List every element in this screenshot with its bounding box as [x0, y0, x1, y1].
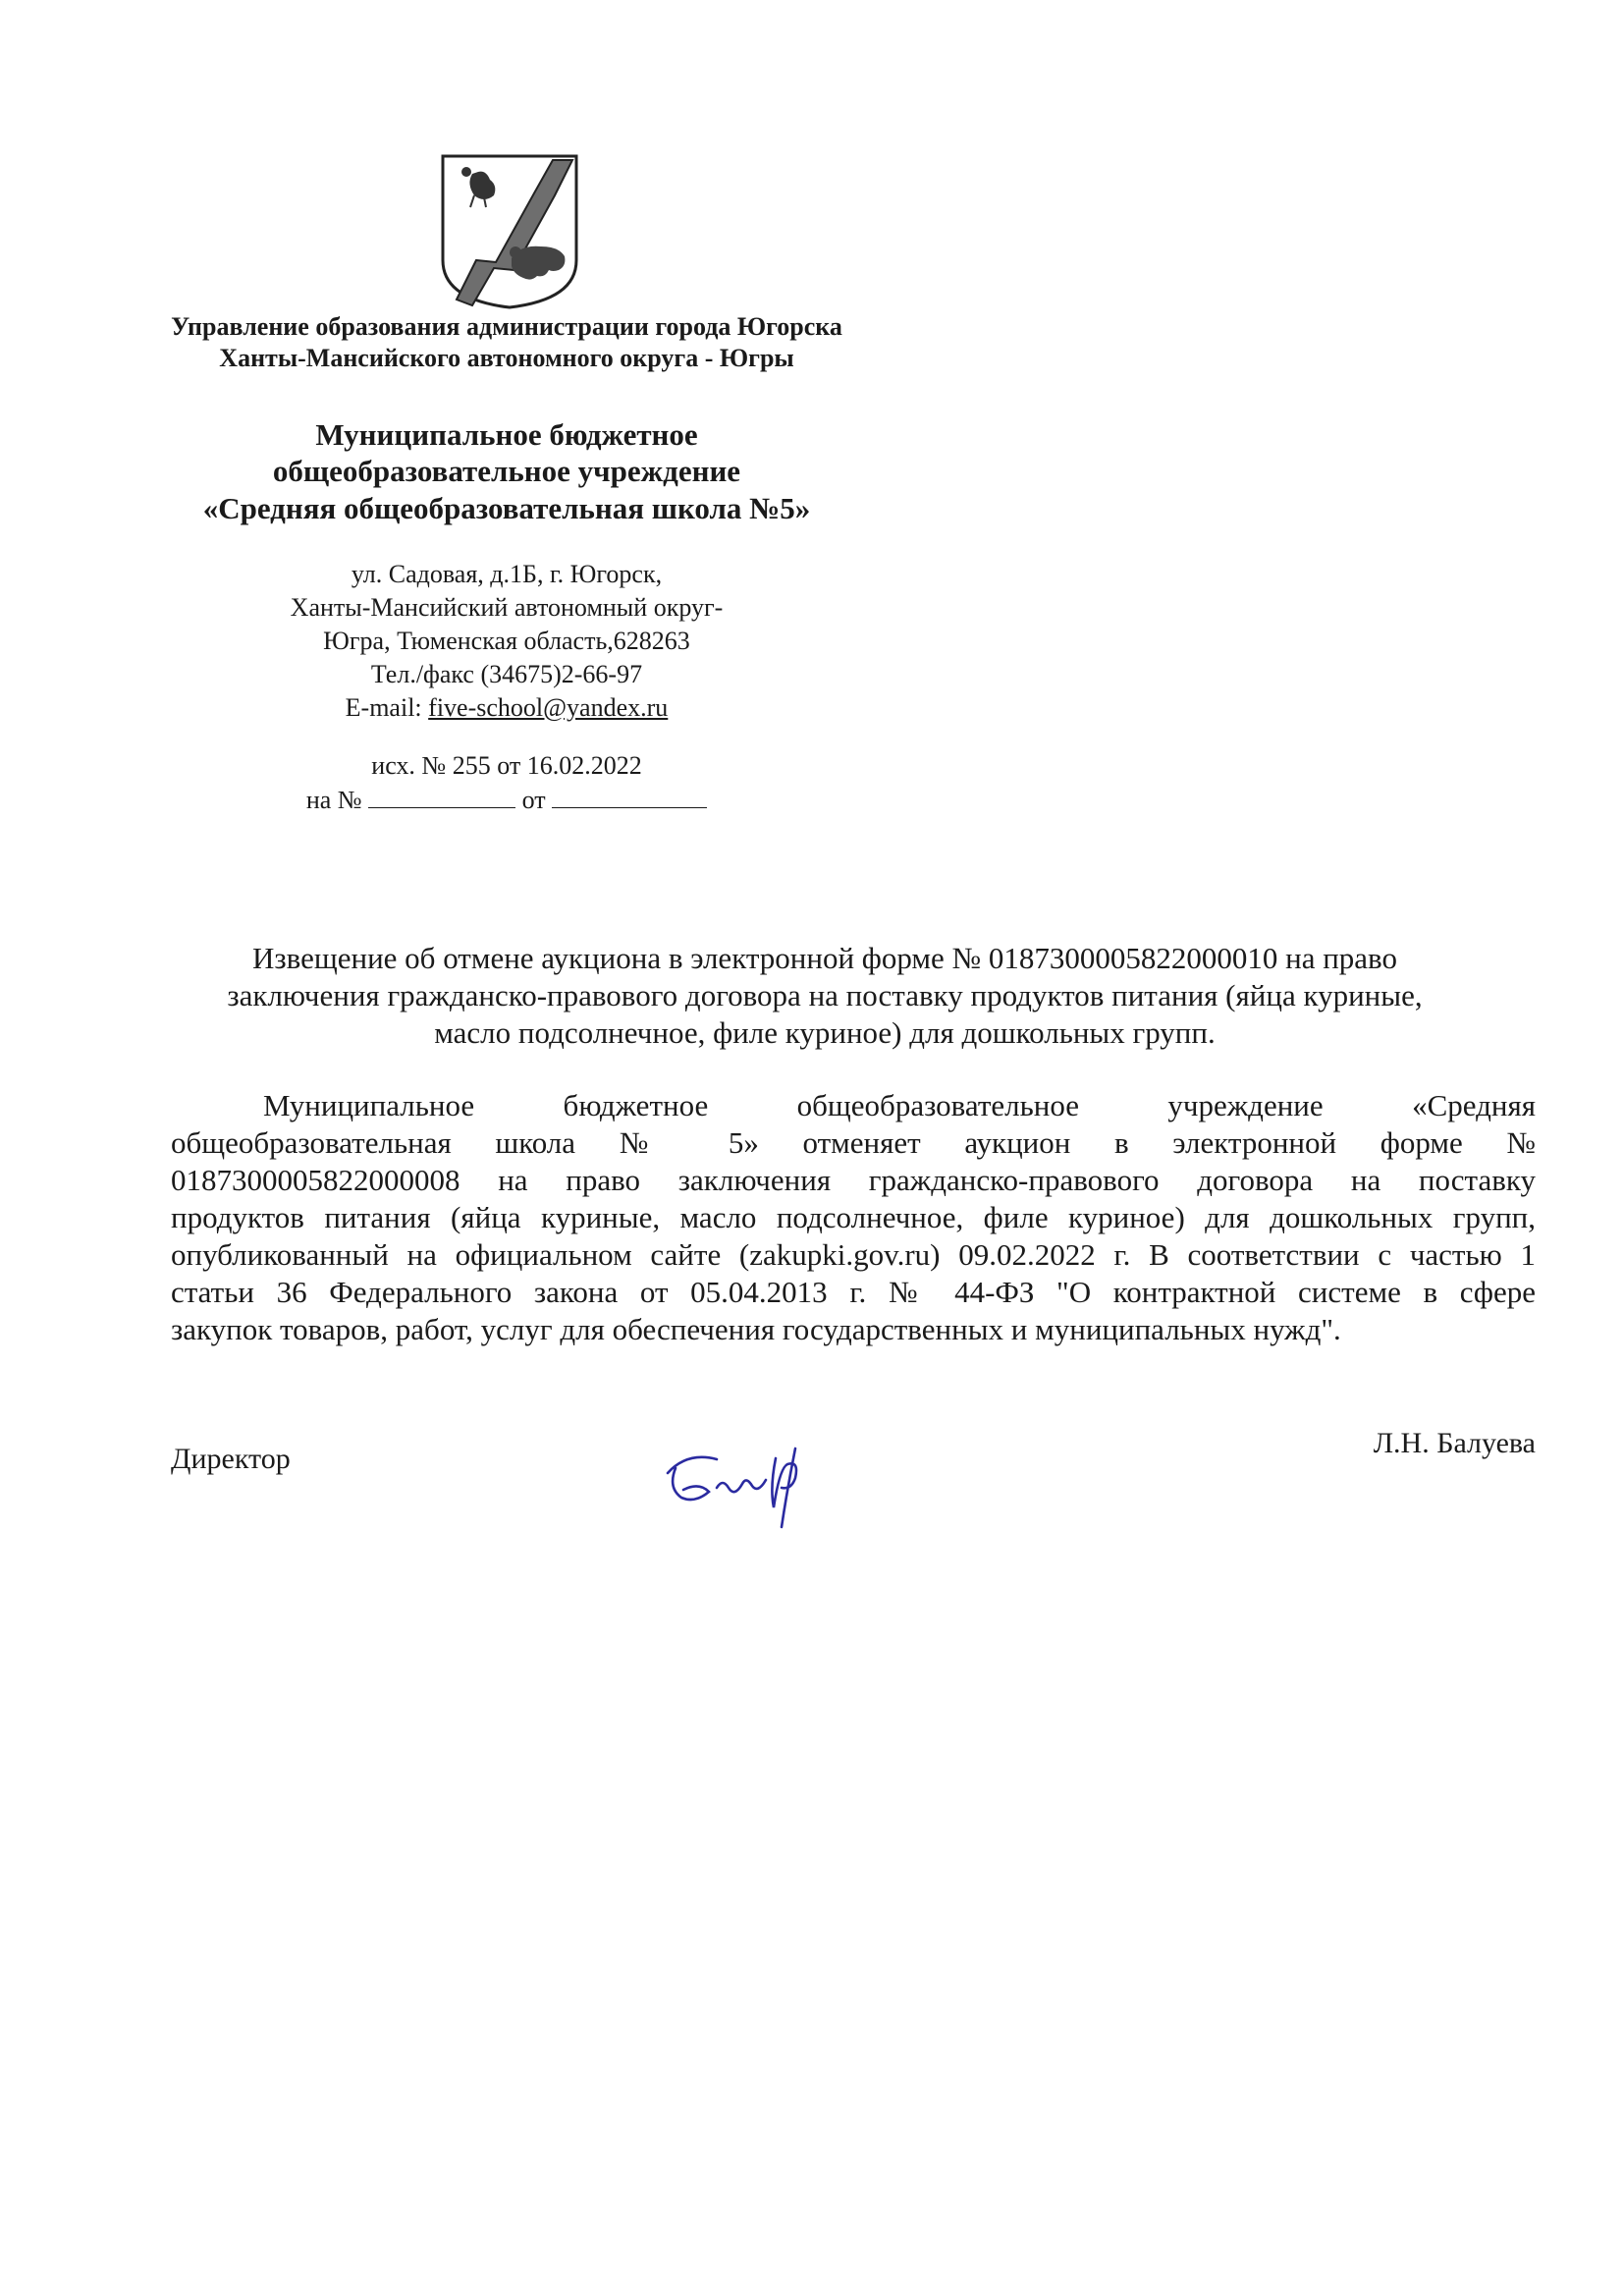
reply-number-blank	[368, 786, 515, 808]
authority-line-2: Ханты-Мансийского автономного округа - Югры	[219, 344, 794, 372]
school-name-line-2: общеобразовательное учреждение	[272, 454, 741, 488]
body-line-7: закупок товаров, работ, услуг для обеспечения государственных и муниципальных нужд".	[171, 1312, 1341, 1346]
body-line-6: статьи 36 Федерального закона от 05.04.2013 г. № 44-ФЗ "О контрактной системе в сфере	[171, 1275, 1536, 1309]
phone-fax-line: Тел./факс (34675)2-66-97	[370, 660, 643, 688]
email-line	[39, 693, 974, 723]
handwritten-signature	[658, 1429, 835, 1537]
reply-date-blank	[552, 786, 707, 808]
reply-from-label: от	[521, 786, 546, 814]
outgoing-reference: исх. № 255 от 16.02.2022	[371, 751, 642, 780]
address-line-1: ул. Садовая, д.1Б, г. Югорск,	[351, 560, 663, 588]
address-line-2: Ханты-Мансийский автономный округ-	[290, 593, 724, 622]
signatory-role: Директор	[171, 1443, 291, 1475]
email-link[interactable]: five-school@yandex.ru	[428, 693, 669, 722]
authority-line-1: Управление образования администрации города Югорска	[171, 312, 842, 341]
reply-to-prefix: на №	[305, 786, 362, 814]
body-line-2: общеобразовательная школа № 5» отменяет аукцион в электронной форме №	[171, 1125, 1536, 1160]
school-name-line-3: «Средняя общеобразовательная школа №5»	[202, 491, 811, 525]
body-line-3: 0187300005822000008 на право заключения гражданско-правового договора на поставку	[171, 1163, 1536, 1197]
coat-of-arms-emblem	[437, 152, 582, 309]
notice-title-line-3: масло подсолнечное, филе куриное) для дошкольных групп.	[434, 1015, 1216, 1050]
notice-title-line-1: Извещение об отмене аукциона в электронной форме № 0187300005822000010 на право	[252, 941, 1397, 975]
school-name-line-1: Муниципальное бюджетное	[315, 417, 698, 452]
body-line-4: продуктов питания (яйца куриные, масло подсолнечное, филе куриное) для дошкольных групп,	[171, 1200, 1536, 1234]
body-line-5: опубликованный на официальном сайте (zakupki.gov.ru) 09.02.2022 г. В соответствии с частью 1	[171, 1237, 1536, 1272]
email-label: E-mail:	[345, 693, 429, 722]
address-line-3: Югра, Тюменская область,628263	[323, 627, 690, 655]
notice-title-line-2: заключения гражданско-правового договора на поставку продуктов питания (яйца куриные,	[227, 978, 1423, 1012]
body-line-1: Муниципальное бюджетное общеобразовательное учреждение «Средняя	[263, 1088, 1536, 1122]
reply-to-reference	[39, 786, 974, 815]
signatory-name: Л.Н. Балуева	[1373, 1427, 1536, 1459]
